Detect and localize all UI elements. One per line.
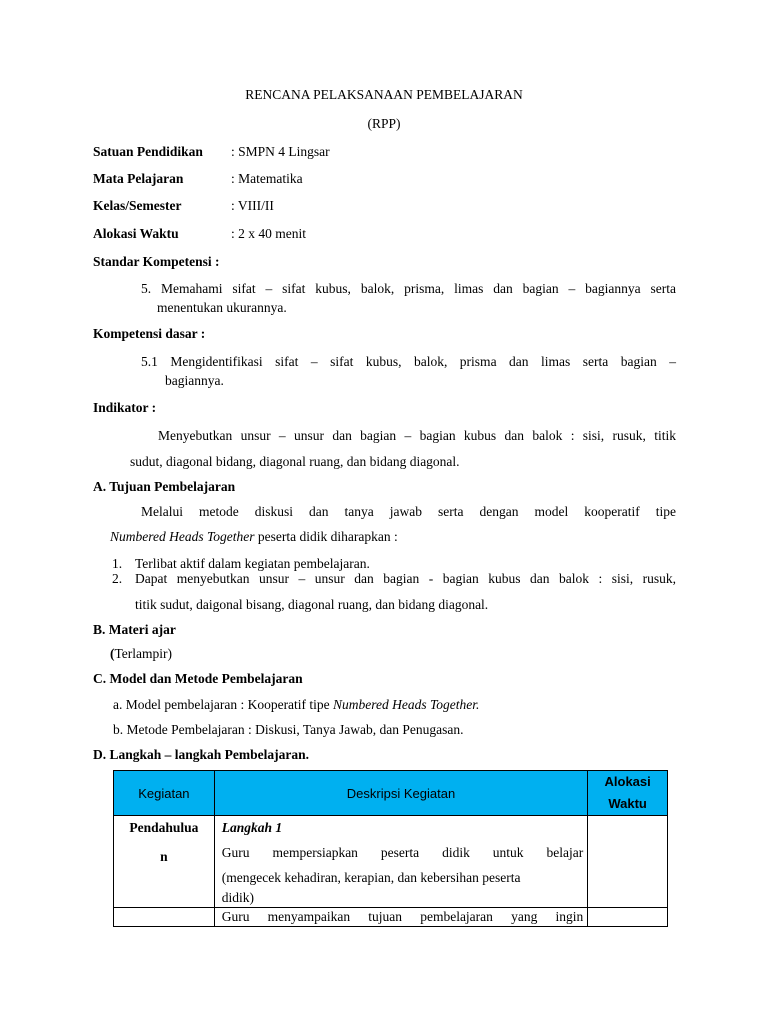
info-value-satuan: : SMPN 4 Lingsar <box>231 144 330 159</box>
info-value-kelas: : VIII/II <box>231 198 274 213</box>
table-row <box>114 908 668 927</box>
kompetensi-dasar-heading: Kompetensi dasar : <box>93 326 206 341</box>
langkah-heading: D. Langkah – langkah Pembelajaran. <box>93 747 310 762</box>
tujuan-item1: Terlibat aktif dalam kegiatan pembelajaran. <box>135 556 370 571</box>
tujuan-item1-number: 1. <box>112 556 123 571</box>
row1-desc-line3: didik) <box>221 890 254 905</box>
tujuan-intro-line1: Melalui metode diskusi dan tanya jawab serta dengan model kooperatif tipe <box>141 504 676 519</box>
row1-kegiatan-line2: n <box>160 849 168 864</box>
indikator-line2: sudut, diagonal bidang, diagonal ruang, dan bidang diagonal. <box>130 454 460 469</box>
info-label-alokasi: Alokasi Waktu <box>93 226 179 241</box>
header-kegiatan-cell <box>114 771 215 816</box>
materi-paren: ( <box>110 646 115 661</box>
standar-kompetensi-line2: menentukan ukurannya. <box>157 300 287 315</box>
document-subtitle: (RPP) <box>367 116 401 131</box>
row1-deskripsi-cell <box>214 816 588 908</box>
table-row <box>114 816 668 908</box>
standar-kompetensi-heading: Standar Kompetensi : <box>93 254 220 269</box>
info-value-alokasi: : 2 x 40 menit <box>231 226 306 241</box>
info-label-satuan: Satuan Pendidikan <box>93 144 203 159</box>
row1-kegiatan-line1: Pendahulua <box>129 820 199 835</box>
header-alokasi-line2: Waktu <box>608 796 647 811</box>
row2-alokasi-cell <box>588 908 668 927</box>
materi-value: Terlampir) <box>114 646 173 661</box>
kompetensi-dasar-line2: bagiannya. <box>165 373 224 388</box>
header-alokasi-cell <box>588 771 668 816</box>
tujuan-heading: A. Tujuan Pembelajaran <box>93 479 236 494</box>
tujuan-intro-line2 <box>110 529 398 545</box>
info-value-mapel: : Matematika <box>231 171 303 186</box>
row1-alokasi-cell <box>588 816 668 908</box>
indikator-line1: Menyebutkan unsur – unsur dan bagian – bagian kubus dan balok : sisi, rusuk, titik <box>158 428 676 443</box>
info-label-kelas: Kelas/Semester <box>93 198 182 213</box>
standar-kompetensi-line1: 5. Memahami sifat – sifat kubus, balok, prisma, limas dan bagian – bagiannya serta <box>141 281 676 296</box>
indikator-heading: Indikator : <box>93 400 157 415</box>
kompetensi-dasar-line1: 5.1 Mengidentifikasi sifat – sifat kubus, balok, prisma dan limas serta bagian – <box>141 354 676 369</box>
tujuan-item2-number: 2. <box>112 571 123 586</box>
header-deskripsi: Deskripsi Kegiatan <box>346 785 456 801</box>
model-item-a-italic: Numbered Heads Together. <box>333 697 480 712</box>
row2-kegiatan-cell <box>114 908 215 927</box>
model-item-a <box>113 697 479 713</box>
row1-step: Langkah 1 <box>221 820 283 835</box>
row2-desc-line1: Guru menyampaikan tujuan pembelajaran yang ingin <box>221 909 584 924</box>
header-kegiatan: Kegiatan <box>138 785 190 801</box>
model-item-a-prefix: a. Model pembelajaran : Kooperatif tipe <box>113 697 334 712</box>
row2-deskripsi-cell <box>214 908 588 927</box>
info-label-mapel: Mata Pelajaran <box>93 171 184 186</box>
model-heading: C. Model dan Metode Pembelajaran <box>93 671 303 686</box>
document-title: RENCANA PELAKSANAAN PEMBELAJARAN <box>245 87 523 102</box>
row1-kegiatan-cell <box>114 816 215 908</box>
langkah-table <box>113 770 668 927</box>
tujuan-intro-italic: Numbered Heads Together <box>110 529 255 544</box>
model-item-b: b. Metode Pembelajaran : Diskusi, Tanya Jawab, dan Penugasan. <box>113 722 464 737</box>
table-header-row <box>114 771 668 816</box>
materi-text <box>110 646 172 662</box>
row1-desc-line1: Guru mempersiapkan peserta didik untuk belajar <box>221 845 584 860</box>
tujuan-item2-continued: titik sudut, daigonal bisang, diagonal ruang, dan bidang diagonal. <box>135 597 489 612</box>
header-deskripsi-cell <box>214 771 588 816</box>
header-alokasi-line1: Alokasi <box>604 774 651 789</box>
materi-heading: B. Materi ajar <box>93 622 176 637</box>
tujuan-intro-rest: peserta didik diharapkan : <box>254 529 398 544</box>
tujuan-item2: Dapat menyebutkan unsur – unsur dan bagian - bagian kubus dan balok : sisi, rusuk, <box>135 571 676 586</box>
row1-desc-line2: (mengecek kehadiran, kerapian, dan kebersihan peserta <box>221 870 521 885</box>
